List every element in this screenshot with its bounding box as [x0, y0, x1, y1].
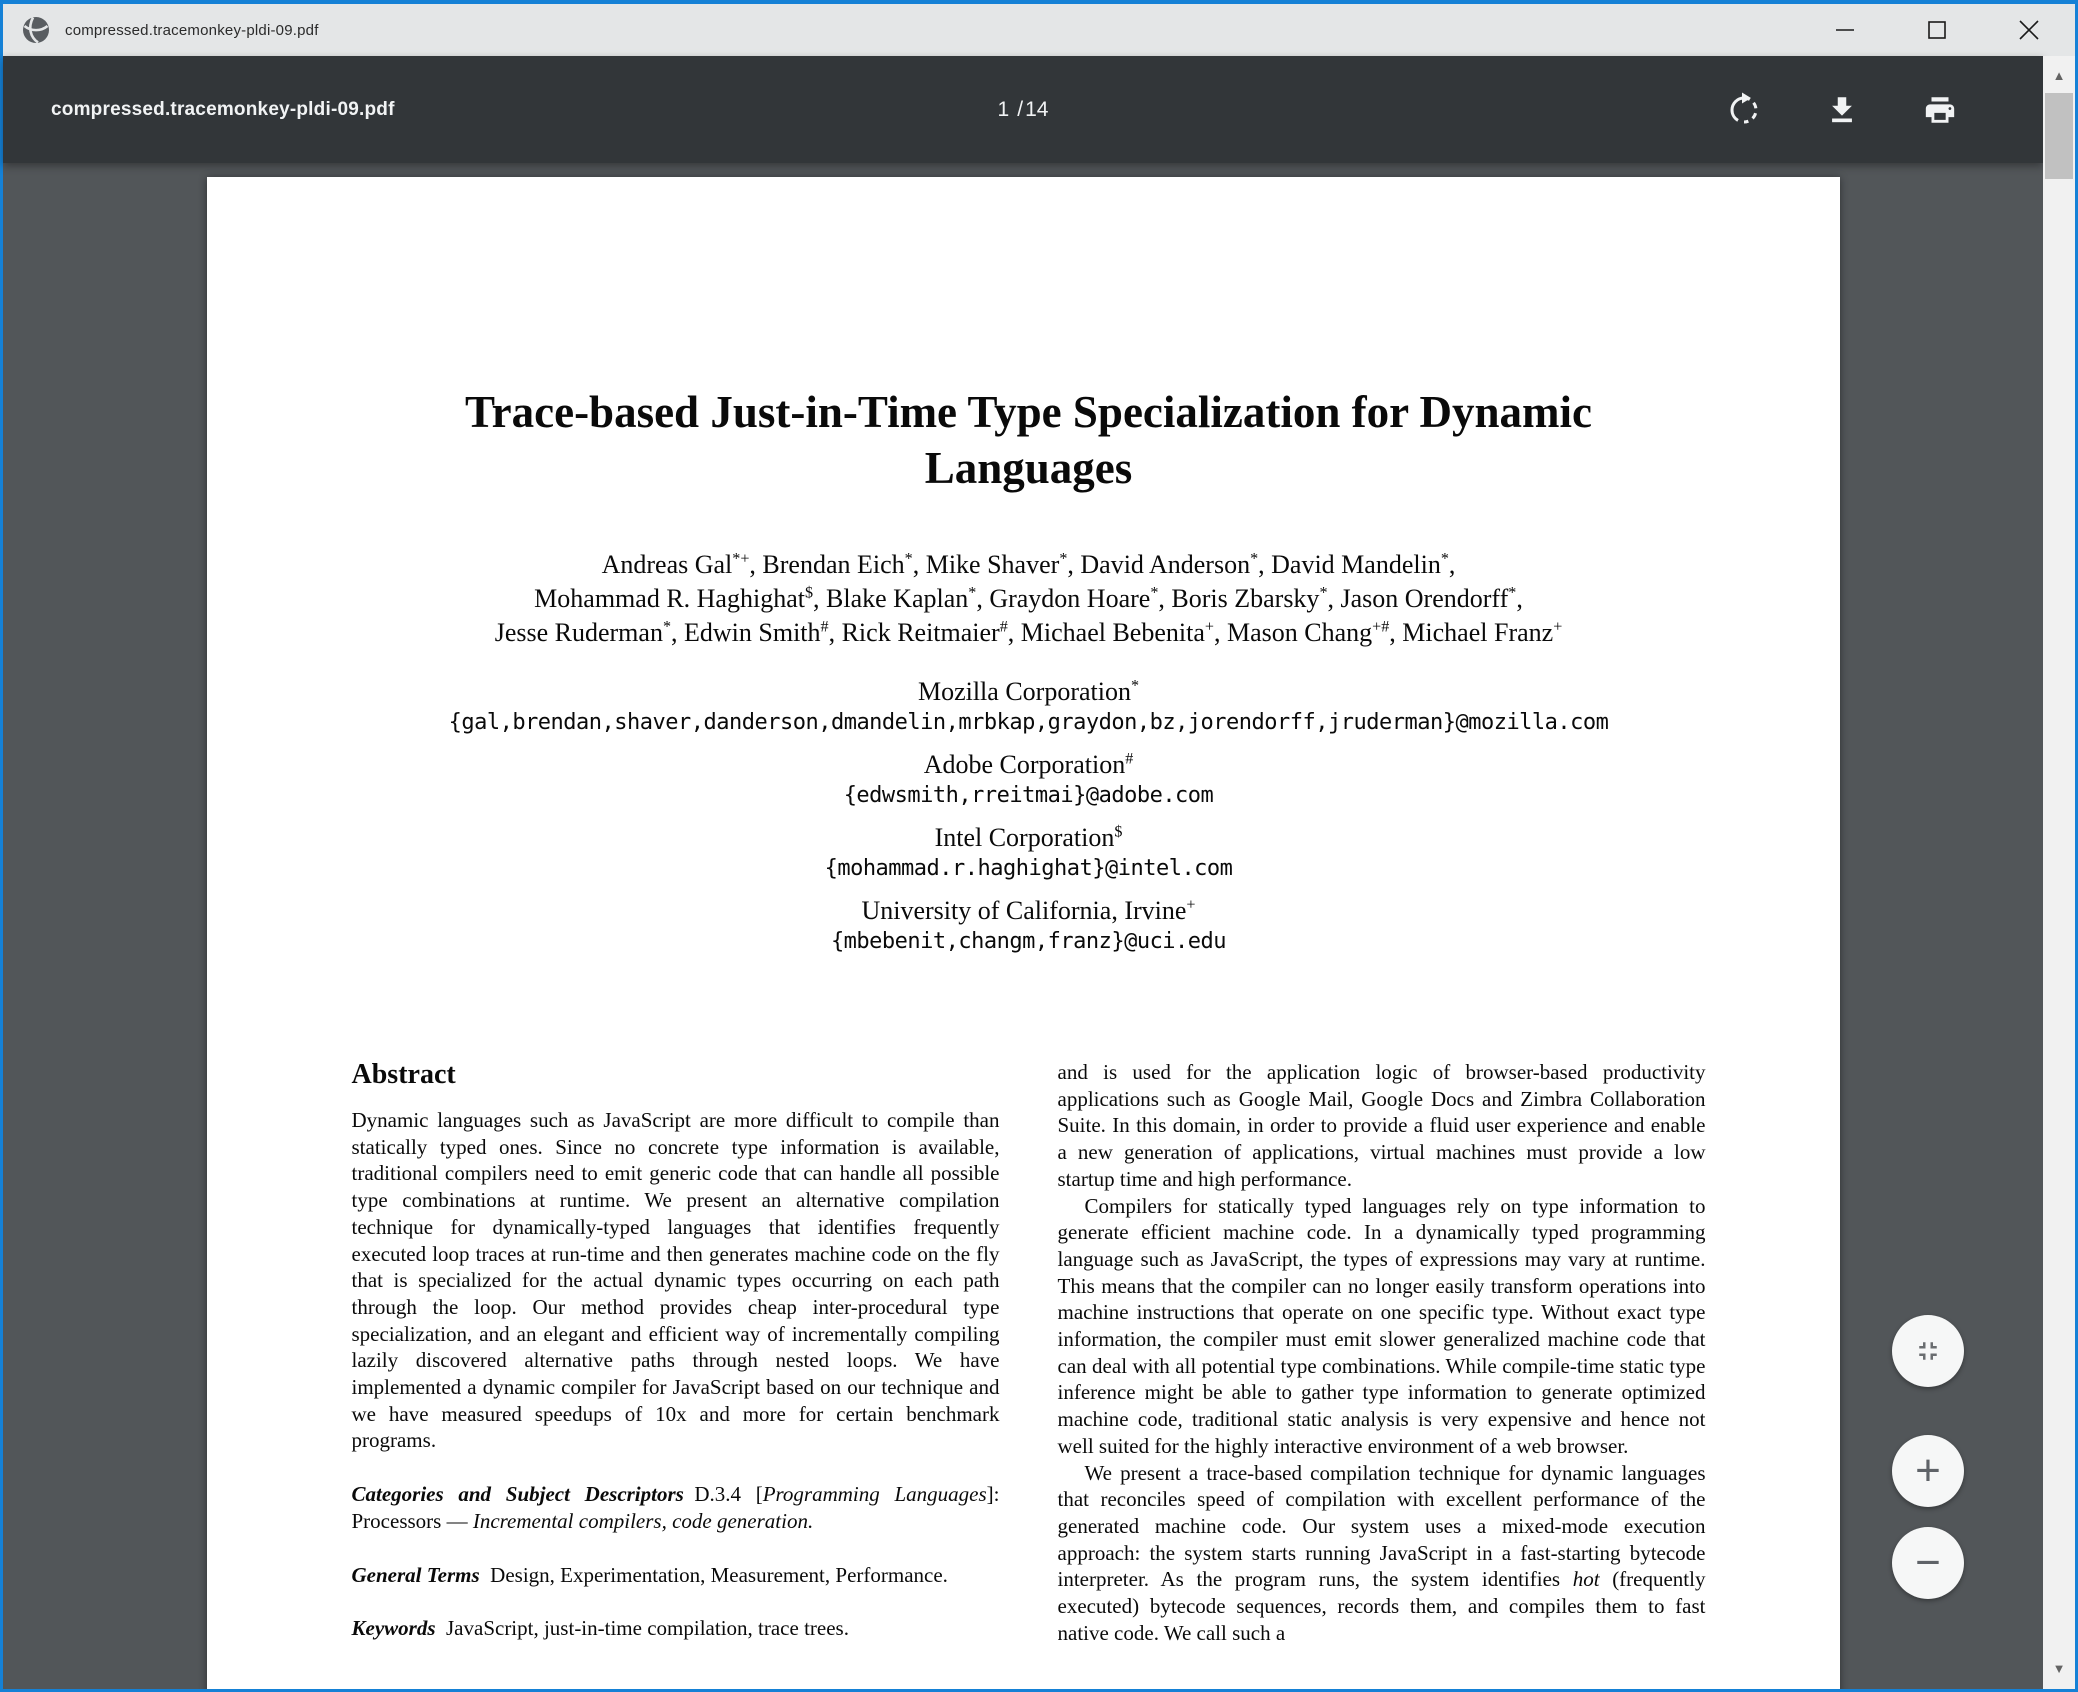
right-column	[1058, 1059, 1706, 1646]
fit-page-button[interactable]	[1892, 1315, 1964, 1387]
affiliation-intel	[352, 822, 1706, 884]
left-column	[352, 1059, 1000, 1646]
print-icon	[1923, 93, 1957, 127]
maximize-button[interactable]	[1891, 4, 1983, 56]
page-separator: /	[1017, 97, 1024, 121]
author-line: Mohammad R. Haghighat$, Blake Kaplan*, Graydon Hoare*, Boris Zbarsky*, Jason Orendorff*,	[534, 584, 1523, 613]
current-page[interactable]: 1	[997, 97, 1010, 121]
pdf-toolbar	[3, 56, 2043, 163]
pdf-page-1	[207, 177, 1840, 1689]
minimize-icon	[1834, 19, 1856, 41]
abstract-text: Dynamic languages such as JavaScript are more difficult to compile than statically typed ones. Since no concrete type information is available, traditional compilers need to emit generic code that can handle all possible type combinations at runtime. We present an alternative compilation technique for dynamically-typed languages that identifies frequently executed loop traces at run-time and then generates machine code on the fly that is specialized for the actual dynamic types occurring on each path through the loop. Our method provides cheap inter-procedural type specialization, and an elegant and efficient way of incrementally compiling lazily discovered alternative paths through nested loops. We have implemented a dynamic compiler for JavaScript based on our technique and we have measured speedups of 10x and more for certain benchmark programs.	[351, 1108, 1000, 1453]
toolbar-actions	[1720, 56, 1964, 163]
keywords-text: Keywords JavaScript, just-in-time compilation, trace trees.	[351, 1616, 849, 1641]
affiliation-mozilla	[352, 676, 1706, 738]
body-paragraph: We present a trace-based compilation technique for dynamic languages that reconciles speed of compilation with excellent performance of the generated machine code. Our system uses a mixed-mode execution approach: the system starts running JavaScript in a fast-starting bytecode interpreter. As the program runs, the system identifies hot (frequently executed) bytecode sequences, records them, and compiles them to fast native code. We call such a	[1057, 1460, 1706, 1645]
zoom-out-button[interactable]: −	[1892, 1527, 1964, 1599]
globe-icon	[21, 15, 51, 45]
download-icon	[1825, 93, 1859, 127]
pdf-filename: compressed.tracemonkey-pldi-09.pdf	[51, 98, 395, 120]
affiliation-name: Mozilla Corporation*	[917, 677, 1140, 706]
paper-title-line-2: Languages	[924, 443, 1133, 493]
rotate-icon	[1726, 92, 1762, 128]
abstract-heading: Abstract	[351, 1059, 456, 1090]
download-button[interactable]	[1818, 86, 1866, 134]
categories-text: Categories and Subject Descriptors D.3.4 [Programming Languages]: Processors — Incremental compilers, code generation.	[351, 1482, 1000, 1533]
vertical-scrollbar[interactable]	[2043, 56, 2075, 1689]
close-icon	[2017, 18, 2041, 42]
print-button[interactable]	[1916, 86, 1964, 134]
window-title: compressed.tracemonkey-pldi-09.pdf	[65, 21, 319, 39]
paper-title	[312, 384, 1746, 496]
window-controls	[1799, 4, 2075, 56]
rotate-button[interactable]	[1720, 86, 1768, 134]
affiliation-name: Intel Corporation$	[934, 823, 1123, 852]
fit-page-icon	[1913, 1336, 1943, 1366]
author-block	[352, 548, 1706, 650]
author-line: Andreas Gal*+, Brendan Eich*, Mike Shaver*, David Anderson*, David Mandelin*,	[601, 550, 1456, 579]
pdf-viewer-area	[3, 163, 2043, 1689]
general-terms-text: General Terms Design, Experimentation, Measurement, Performance.	[351, 1562, 948, 1587]
scroll-up-arrow-icon[interactable]: ▲	[2052, 67, 2066, 83]
scroll-down-arrow-icon[interactable]: ▼	[2052, 1660, 2066, 1676]
affiliation-email: {edwsmith,rreitmai}@adobe.com	[843, 783, 1214, 808]
affiliation-adobe	[352, 749, 1706, 811]
two-column-body	[352, 1059, 1706, 1646]
body-paragraph: Compilers for statically typed languages rely on type information to generate efficient machine code. In a dynamically typed programming language such as JavaScript, the types of expressions may vary at runtime. This means that the compiler can no longer easily transform operations into machine instructions that operate on one specific type. Without exact type information, the compiler must emit slower generalized machine code that can deal with all potential type combinations. While compile-time static type inference might be able to gather type information to generate optimized machine code, traditional static analysis is very expensive and hence not well suited for the highly interactive environment of a web browser.	[1057, 1193, 1706, 1458]
minimize-button[interactable]	[1799, 4, 1891, 56]
affiliation-email: {gal,brendan,shaver,danderson,dmandelin,mrbkap,graydon,bz,jorendorff,jruderman}@mozilla.com	[448, 710, 1609, 735]
body-paragraph: and is used for the application logic of browser-based productivity applications such as Google Mail, Google Docs and Zimbra Collaboration Suite. In this domain, in order to provide a fluid user experience and enable a new generation of applications, virtual machines must provide a low startup time and high performance.	[1057, 1060, 1706, 1191]
zoom-in-button[interactable]: +	[1892, 1435, 1964, 1507]
scrollbar-thumb[interactable]	[2045, 93, 2073, 179]
total-pages: 14	[1025, 97, 1049, 121]
affiliation-email: {mbebenit,changm,franz}@uci.edu	[830, 929, 1227, 954]
maximize-icon	[1926, 19, 1948, 41]
affiliation-name: Adobe Corporation#	[923, 750, 1134, 779]
affiliation-uci	[352, 895, 1706, 957]
paper-title-line-1: Trace-based Just-in-Time Type Specialization for Dynamic	[464, 387, 1593, 437]
affiliation-email: {mohammad.r.haghighat}@intel.com	[824, 856, 1233, 881]
titlebar	[3, 4, 2075, 56]
affiliations	[352, 676, 1706, 957]
affiliation-name: University of California, Irvine+	[861, 896, 1196, 925]
close-button[interactable]	[1983, 4, 2075, 56]
author-line: Jesse Ruderman*, Edwin Smith#, Rick Reitmaier#, Michael Bebenita+, Mason Chang+#, Michael Franz+	[494, 618, 1563, 647]
